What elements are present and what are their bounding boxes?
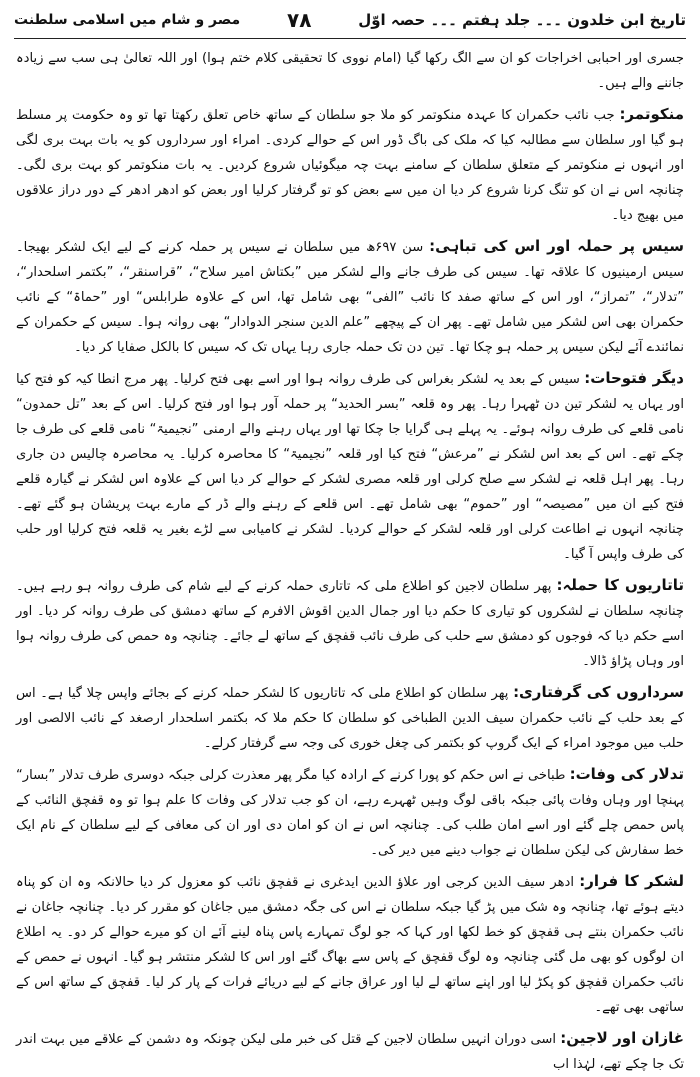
paragraph-heading: لشکر کا فرار: (579, 872, 684, 890)
book-title: تاریخ ابن خلدون ۔۔۔ جلد ہفتم ۔۔۔ حصہ اوّل (358, 11, 686, 29)
paragraph-text: سن ۶۹۷ھ میں سلطان نے سیس پر حملہ کرنے کے لیے ایک لشکر بھیجا۔ سیس ارمینیوں کا علاقہ تھا۔ سیس کی طرف جانے والے لشکر میں ”بکتاش امیر سلاح“، ”قراسنقر“، ”بکتمر اسلحدار“، ”تدلار“، ”تمراز“، اور اس کے ساتھ صفد کا نائب ”الفی“ بھی شامل تھا، اس کے علاوہ طرابلس“ اور ”حماۃ“ کے نائب حکمران بھی اس لشکر میں شامل تھے۔ پھر ان کے پیچھے ”علم الدین سنجر الدوادار“ بھی روانہ ہوا۔ سیس کے حکمران کے نمائندے آئے لیکن سیس پر حملہ ہو چکا تھا۔ تین دن تک حملہ جاری رہا یہاں تک کہ سیس کا بالکل صفایا کر دیا۔ (16, 240, 684, 355)
page-number: ۷۸ (287, 8, 312, 32)
paragraph-sis-attack (16, 234, 684, 360)
paragraph-ghazan-lajin (16, 1026, 684, 1077)
paragraph-other-conquests (16, 366, 684, 567)
page-body (16, 46, 685, 1072)
paragraph-intro (16, 46, 684, 96)
paragraph-heading: سیس پر حملہ اور اس کی تباہی: (429, 237, 685, 255)
paragraph-text: پھر سلطان کو اطلاع ملی کہ تاتاریوں کا لشکر حملہ کرنے کے بجائے واپس چلا گیا ہے۔ اس کے بعد حلب کے نائب حکمران سیف الدین الطباخی کو سلطان کا حکم ملا کہ بکتمر اسلحدار ارصغد کے نائب الالصی اور حلب میں موجود امراء کے ایک گروپ کو بکتمر کی چغل خوری کی وجہ سے گرفتار کرلے۔ (16, 686, 684, 751)
paragraph-text: جسری اور احبابی اخراجات کو ان سے الگ رکھا گیا (امام نووی کا تحقیقی کلام ختم ہوا) اور اللہ تعالیٰ ہی سب سے زیادہ جاننے والے ہیں۔ (16, 51, 684, 91)
paragraph-army-flight (16, 869, 684, 1020)
paragraph-text: سیس کے بعد یہ لشکر بغراس کی طرف روانہ ہوا اور اسے بھی فتح کرلیا۔ پھر مرج انطا کیہ کو فتح کیا اور یہاں یہ لشکر تین دن ٹھہرا رہا۔ پھر وہ قلعہ ”بسر الحدید“ پر حملہ آور ہوا اور فتح کرلیا۔ اس کے بعد ”تل حمدون“ نامی قلعے کی طرف روانہ ہوئے۔ یہ پہلے ہی گرایا جا چکا تھا اور یہاں رہنے والے ارمنی ”نجیمیۃ“ نامی قلعے کی طرف جا چکے تھے۔ اس کے بعد اس لشکر نے ”مرعش“ فتح کیا اور قلعہ ”نجیمیۃ“ کا محاصرہ کرلیا۔ یہ محاصرہ چالیس دن جاری رہا۔ پھر اہل قلعہ نے لشکر سے صلح کرلی اور قلعہ مصری لشکر کے حوالے کر دیا اس کے علاوہ اس لشکر نے گیارہ قلعے فتح کیے ان میں ”مصیصہ“ اور ”حموم“ بھی شامل تھے۔ اس قلعے کے رہنے والے ڈر کے مارے بہت پریشان ہو گئے تھے۔ چنانچہ انہوں نے اطاعت کرلی اور قلعہ لشکر کے حوالے کردیا۔ لشکر نے کامیابی سے لڑے بغیر یہ قلعہ فتح کرلیا اور حلب کی طرف واپس آ گیا۔ (16, 372, 684, 562)
section-title: مصر و شام میں اسلامی سلطنت (14, 12, 241, 28)
paragraph-text: ادھر سیف الدین کرجی اور علاؤ الدین ایدغری نے قفچق نائب کو معزول کر دیا حالانکہ وہ ان کو پناہ دیتے ہوئے تھا، چنانچہ وہ شک میں پڑ گیا جبکہ سلطان نے اس کی جگہ دمشق میں جاغان کو مقرر کر دیا۔ چنانچہ جاغان نے نائب حکمران بنتے ہی قفچق کو خط لکھا اور کہا کہ جو لوگ تمہارے پاس پناہ لینے آئے ان کو میرے حوالے کر دو۔ یہ اطلاع ان لوگوں کو بھی مل گئی چنانچہ وہ لوگ قفچق کے پاس سے بھاگ گئے اور اس کا لشکر منتشر ہو گیا۔ انہوں نے حمص کے نائب حکمران قفچق کو پکڑ لیا اور اپنے ساتھ لے لیا اور عراق جانے کے لیے دریائے فرات کے پار کر لیا۔ قفچق کے ساتھ اس کے ساتھی بھی تھے۔ (16, 875, 684, 1015)
paragraph-tadlar-death (16, 762, 684, 863)
paragraph-heading: سرداروں کی گرفتاری: (513, 683, 684, 701)
paragraph-heading: غازان اور لاجین: (560, 1029, 684, 1047)
paragraph-tatar-attack (16, 573, 684, 674)
paragraph-text: طباخی نے اس حکم کو پورا کرنے کے ارادہ کیا مگر پھر معذرت کرلی جبکہ دوسری طرف تدلار ”بسار“ پہنچا اور وہاں وفات پائی جبکہ باقی لوگ وہیں ٹھہرے رہے، ان کو جب تدلار کی وفات کا علم ہوا تو وہ قفچق النائب کے پاس حمص چلے گئے اور اسے امان طلب کی۔ چنانچہ اس نے ان کو امان دی اور ان کی معافی کے لیے سلطان کے نام ایک خط سفارش کی لیکن سلطان نے جواب دینے میں دیر کی۔ (16, 768, 684, 858)
header-divider (14, 38, 686, 39)
paragraph-text: اسی دوران انہیں سلطان لاجین کے قتل کی خبر ملی لیکن چونکہ وہ دشمن کے علاقے میں بہت اندر تک جا چکے تھے، لہٰذا اب (16, 1032, 684, 1072)
paragraph-heading: دیگر فتوحات: (584, 369, 684, 387)
paragraph-munkutimur (16, 102, 684, 228)
paragraph-text: پھر سلطان لاجین کو اطلاع ملی کہ تاتاری حملہ کرنے کے لیے شام کی طرف روانہ ہو رہے ہیں۔ چنانچہ سلطان نے لشکروں کو تیاری کا حکم دیا اور جمال الدین اقوش الافرم کے ساتھ دمشق کی طرف روانہ کر دیا۔ اور اسے حکم دیا کہ فوجوں کو دمشق سے حلب کی طرف نائب قفچق کے ساتھ لے جائے۔ چنانچہ وہ حمص کی طرف روانہ ہوا اور وہاں پڑاؤ ڈالا۔ (16, 579, 684, 669)
paragraph-arrest (16, 680, 684, 756)
paragraph-text: جب نائب حکمران کا عہدہ منکوتمر کو ملا جو سلطان کے ساتھ خاص تعلق رکھتا تھا تو وہ حکومت پر مسلط ہو گیا اور سلطان سے مطالبہ کیا کہ ملک کی باگ ڈور اس کے حوالے کردی۔ امراء اور سرداروں کو یہ بات بہت بری لگی اور انہوں نے منکوتمر کے متعلق سلطان کے سامنے بہت چہ میگوئیاں شروع کردیں۔ یہ بات منکوتمر کو بہت بری لگی۔ چنانچہ اس نے ان کو تنگ کرنا شروع کر دیا ان میں سے بعض کو تو گرفتار کرلیا اور بعض کو ادھر ادھر کے دور دراز علاقوں میں بھیج دیا۔ (16, 108, 684, 223)
page-header (14, 4, 686, 36)
paragraph-heading: منکوتمر: (619, 105, 684, 123)
paragraph-heading: تدلار کی وفات: (569, 765, 684, 783)
paragraph-heading: تاتاریوں کا حملہ: (556, 576, 684, 594)
